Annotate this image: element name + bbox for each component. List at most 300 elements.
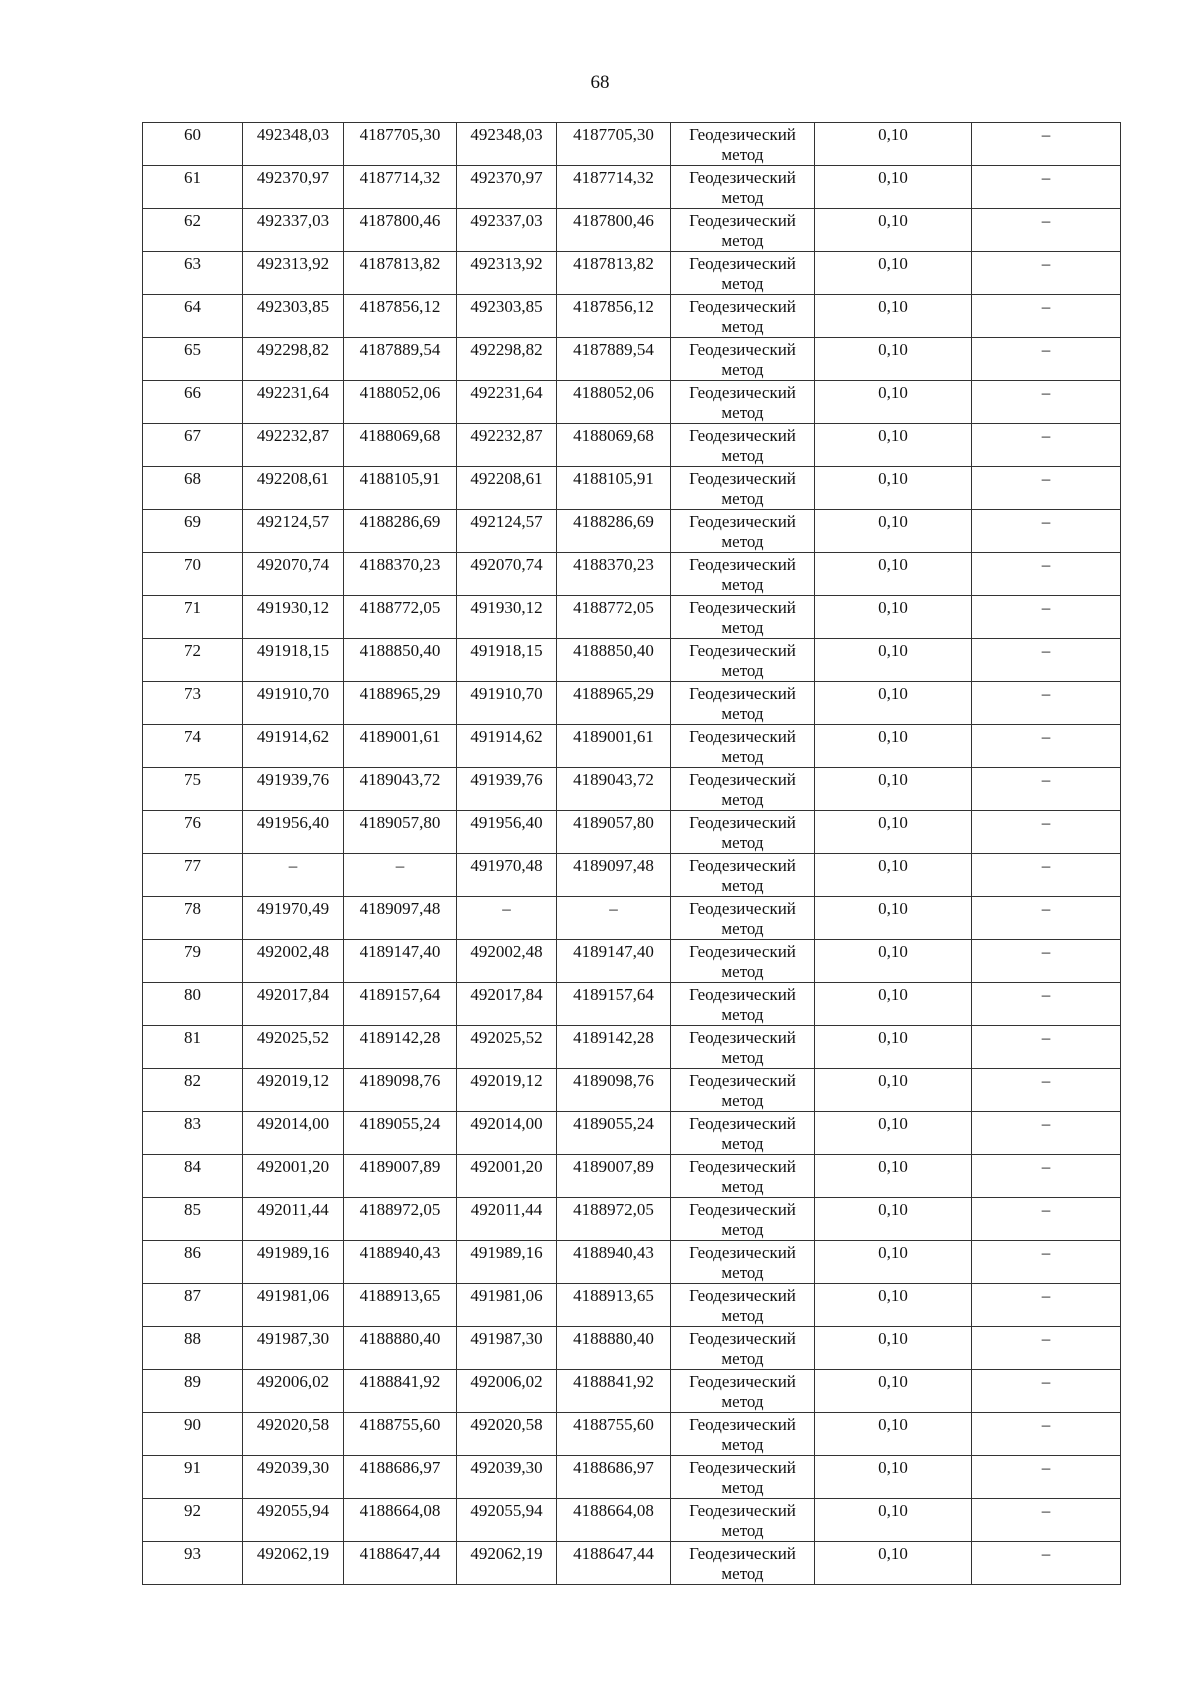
- x-existing-cell: 491918,15: [243, 639, 344, 682]
- description-cell: –: [972, 1327, 1121, 1370]
- method-cell: Геодезический метод: [671, 940, 815, 983]
- point-number-cell: 61: [143, 166, 243, 209]
- y-existing-cell: 4187714,32: [344, 166, 457, 209]
- x-new-cell: 491918,15: [457, 639, 557, 682]
- table-row: [143, 424, 1121, 467]
- y-existing-cell: 4188880,40: [344, 1327, 457, 1370]
- accuracy-cell: 0,10: [815, 1198, 972, 1241]
- accuracy-cell: 0,10: [815, 1026, 972, 1069]
- y-existing-cell: 4187889,54: [344, 338, 457, 381]
- table-row: [143, 1241, 1121, 1284]
- x-existing-cell: 492062,19: [243, 1542, 344, 1585]
- point-number-cell: 93: [143, 1542, 243, 1585]
- point-number-cell: 84: [143, 1155, 243, 1198]
- point-number-cell: 63: [143, 252, 243, 295]
- y-existing-cell: 4188772,05: [344, 596, 457, 639]
- method-cell: Геодезический метод: [671, 467, 815, 510]
- coordinates-table: [142, 122, 1121, 1585]
- x-existing-cell: 491910,70: [243, 682, 344, 725]
- description-cell: –: [972, 1499, 1121, 1542]
- description-cell: –: [972, 983, 1121, 1026]
- y-existing-cell: 4187856,12: [344, 295, 457, 338]
- accuracy-cell: 0,10: [815, 1069, 972, 1112]
- accuracy-cell: 0,10: [815, 1327, 972, 1370]
- method-cell: Геодезический метод: [671, 1284, 815, 1327]
- y-existing-cell: 4188105,91: [344, 467, 457, 510]
- x-new-cell: 492025,52: [457, 1026, 557, 1069]
- y-new-cell: 4188105,91: [557, 467, 671, 510]
- method-cell: Геодезический метод: [671, 510, 815, 553]
- y-existing-cell: –: [344, 854, 457, 897]
- table-row: [143, 768, 1121, 811]
- x-existing-cell: 492208,61: [243, 467, 344, 510]
- y-existing-cell: 4188052,06: [344, 381, 457, 424]
- method-cell: Геодезический метод: [671, 1370, 815, 1413]
- accuracy-cell: 0,10: [815, 1413, 972, 1456]
- x-new-cell: 492011,44: [457, 1198, 557, 1241]
- method-cell: Геодезический метод: [671, 1327, 815, 1370]
- table-row: [143, 1542, 1121, 1585]
- table-row: [143, 983, 1121, 1026]
- point-number-cell: 78: [143, 897, 243, 940]
- description-cell: –: [972, 811, 1121, 854]
- y-new-cell: 4188940,43: [557, 1241, 671, 1284]
- y-existing-cell: 4189142,28: [344, 1026, 457, 1069]
- point-number-cell: 85: [143, 1198, 243, 1241]
- x-new-cell: 492303,85: [457, 295, 557, 338]
- x-new-cell: 492298,82: [457, 338, 557, 381]
- accuracy-cell: 0,10: [815, 252, 972, 295]
- y-existing-cell: 4189043,72: [344, 768, 457, 811]
- x-existing-cell: 492020,58: [243, 1413, 344, 1456]
- description-cell: –: [972, 209, 1121, 252]
- accuracy-cell: 0,10: [815, 768, 972, 811]
- accuracy-cell: 0,10: [815, 467, 972, 510]
- x-existing-cell: 491930,12: [243, 596, 344, 639]
- y-existing-cell: 4189001,61: [344, 725, 457, 768]
- x-existing-cell: 491970,49: [243, 897, 344, 940]
- x-existing-cell: 492025,52: [243, 1026, 344, 1069]
- point-number-cell: 77: [143, 854, 243, 897]
- y-new-cell: 4188880,40: [557, 1327, 671, 1370]
- accuracy-cell: 0,10: [815, 1284, 972, 1327]
- method-cell: Геодезический метод: [671, 1155, 815, 1198]
- x-new-cell: 491981,06: [457, 1284, 557, 1327]
- accuracy-cell: 0,10: [815, 1241, 972, 1284]
- point-number-cell: 89: [143, 1370, 243, 1413]
- table-row: [143, 1327, 1121, 1370]
- point-number-cell: 87: [143, 1284, 243, 1327]
- accuracy-cell: 0,10: [815, 596, 972, 639]
- x-new-cell: 491970,48: [457, 854, 557, 897]
- y-existing-cell: 4187705,30: [344, 123, 457, 166]
- y-existing-cell: 4188972,05: [344, 1198, 457, 1241]
- table-row: [143, 1198, 1121, 1241]
- table-row: [143, 897, 1121, 940]
- description-cell: –: [972, 725, 1121, 768]
- accuracy-cell: 0,10: [815, 940, 972, 983]
- y-new-cell: 4189098,76: [557, 1069, 671, 1112]
- method-cell: Геодезический метод: [671, 1456, 815, 1499]
- description-cell: –: [972, 1198, 1121, 1241]
- accuracy-cell: 0,10: [815, 897, 972, 940]
- point-number-cell: 66: [143, 381, 243, 424]
- method-cell: Геодезический метод: [671, 209, 815, 252]
- y-existing-cell: 4188686,97: [344, 1456, 457, 1499]
- accuracy-cell: 0,10: [815, 166, 972, 209]
- y-new-cell: 4189097,48: [557, 854, 671, 897]
- x-existing-cell: 491956,40: [243, 811, 344, 854]
- accuracy-cell: 0,10: [815, 424, 972, 467]
- table-row: [143, 123, 1121, 166]
- description-cell: –: [972, 1026, 1121, 1069]
- accuracy-cell: 0,10: [815, 1155, 972, 1198]
- accuracy-cell: 0,10: [815, 295, 972, 338]
- method-cell: Геодезический метод: [671, 596, 815, 639]
- x-existing-cell: 492298,82: [243, 338, 344, 381]
- x-existing-cell: 492070,74: [243, 553, 344, 596]
- x-new-cell: 491930,12: [457, 596, 557, 639]
- table-row: [143, 1069, 1121, 1112]
- x-new-cell: 491989,16: [457, 1241, 557, 1284]
- point-number-cell: 86: [143, 1241, 243, 1284]
- description-cell: –: [972, 897, 1121, 940]
- method-cell: Геодезический метод: [671, 639, 815, 682]
- point-number-cell: 67: [143, 424, 243, 467]
- y-existing-cell: 4189007,89: [344, 1155, 457, 1198]
- method-cell: Геодезический метод: [671, 768, 815, 811]
- table-row: [143, 725, 1121, 768]
- y-existing-cell: 4188913,65: [344, 1284, 457, 1327]
- x-existing-cell: 491989,16: [243, 1241, 344, 1284]
- y-new-cell: 4188841,92: [557, 1370, 671, 1413]
- y-new-cell: 4189147,40: [557, 940, 671, 983]
- method-cell: Геодезический метод: [671, 983, 815, 1026]
- y-new-cell: 4188370,23: [557, 553, 671, 596]
- point-number-cell: 69: [143, 510, 243, 553]
- description-cell: –: [972, 1069, 1121, 1112]
- accuracy-cell: 0,10: [815, 510, 972, 553]
- description-cell: –: [972, 123, 1121, 166]
- table-row: [143, 1284, 1121, 1327]
- accuracy-cell: 0,10: [815, 209, 972, 252]
- y-new-cell: 4188286,69: [557, 510, 671, 553]
- accuracy-cell: 0,10: [815, 682, 972, 725]
- y-new-cell: 4189055,24: [557, 1112, 671, 1155]
- x-existing-cell: 492039,30: [243, 1456, 344, 1499]
- table-row: [143, 682, 1121, 725]
- accuracy-cell: 0,10: [815, 639, 972, 682]
- x-existing-cell: 492124,57: [243, 510, 344, 553]
- description-cell: –: [972, 553, 1121, 596]
- y-new-cell: 4188972,05: [557, 1198, 671, 1241]
- y-new-cell: 4189001,61: [557, 725, 671, 768]
- description-cell: –: [972, 252, 1121, 295]
- y-existing-cell: 4188069,68: [344, 424, 457, 467]
- table-row: [143, 510, 1121, 553]
- y-existing-cell: 4188664,08: [344, 1499, 457, 1542]
- method-cell: Геодезический метод: [671, 1413, 815, 1456]
- table-row: [143, 1456, 1121, 1499]
- description-cell: –: [972, 295, 1121, 338]
- table-row: [143, 1155, 1121, 1198]
- x-new-cell: 492232,87: [457, 424, 557, 467]
- y-existing-cell: 4189057,80: [344, 811, 457, 854]
- description-cell: –: [972, 381, 1121, 424]
- x-existing-cell: 491987,30: [243, 1327, 344, 1370]
- y-new-cell: 4187856,12: [557, 295, 671, 338]
- point-number-cell: 83: [143, 1112, 243, 1155]
- point-number-cell: 64: [143, 295, 243, 338]
- table-row: [143, 596, 1121, 639]
- method-cell: Геодезический метод: [671, 682, 815, 725]
- point-number-cell: 72: [143, 639, 243, 682]
- description-cell: –: [972, 1241, 1121, 1284]
- table-row: [143, 1026, 1121, 1069]
- x-existing-cell: 492370,97: [243, 166, 344, 209]
- x-new-cell: 492313,92: [457, 252, 557, 295]
- x-new-cell: 491987,30: [457, 1327, 557, 1370]
- x-new-cell: 492231,64: [457, 381, 557, 424]
- y-new-cell: 4188664,08: [557, 1499, 671, 1542]
- method-cell: Геодезический метод: [671, 1026, 815, 1069]
- accuracy-cell: 0,10: [815, 338, 972, 381]
- table-row: [143, 295, 1121, 338]
- x-existing-cell: 492055,94: [243, 1499, 344, 1542]
- x-new-cell: 491910,70: [457, 682, 557, 725]
- x-new-cell: 492020,58: [457, 1413, 557, 1456]
- description-cell: –: [972, 424, 1121, 467]
- description-cell: –: [972, 1284, 1121, 1327]
- x-new-cell: 492001,20: [457, 1155, 557, 1198]
- description-cell: –: [972, 338, 1121, 381]
- description-cell: –: [972, 854, 1121, 897]
- x-new-cell: 492070,74: [457, 553, 557, 596]
- y-new-cell: 4188069,68: [557, 424, 671, 467]
- y-existing-cell: 4187800,46: [344, 209, 457, 252]
- table-row: [143, 209, 1121, 252]
- x-existing-cell: 491939,76: [243, 768, 344, 811]
- x-existing-cell: 492001,20: [243, 1155, 344, 1198]
- y-new-cell: 4189043,72: [557, 768, 671, 811]
- description-cell: –: [972, 1456, 1121, 1499]
- table-row: [143, 467, 1121, 510]
- method-cell: Геодезический метод: [671, 381, 815, 424]
- accuracy-cell: 0,10: [815, 811, 972, 854]
- y-existing-cell: 4189147,40: [344, 940, 457, 983]
- method-cell: Геодезический метод: [671, 1241, 815, 1284]
- accuracy-cell: 0,10: [815, 854, 972, 897]
- description-cell: –: [972, 1413, 1121, 1456]
- x-existing-cell: 491981,06: [243, 1284, 344, 1327]
- description-cell: –: [972, 1112, 1121, 1155]
- method-cell: Геодезический метод: [671, 1542, 815, 1585]
- accuracy-cell: 0,10: [815, 553, 972, 596]
- y-new-cell: 4187800,46: [557, 209, 671, 252]
- table-row: [143, 252, 1121, 295]
- y-existing-cell: 4188940,43: [344, 1241, 457, 1284]
- y-existing-cell: 4188755,60: [344, 1413, 457, 1456]
- x-new-cell: 492337,03: [457, 209, 557, 252]
- description-cell: –: [972, 940, 1121, 983]
- point-number-cell: 74: [143, 725, 243, 768]
- description-cell: –: [972, 1155, 1121, 1198]
- y-new-cell: 4187813,82: [557, 252, 671, 295]
- y-new-cell: 4189157,64: [557, 983, 671, 1026]
- y-new-cell: 4188755,60: [557, 1413, 671, 1456]
- x-existing-cell: 492231,64: [243, 381, 344, 424]
- accuracy-cell: 0,10: [815, 1499, 972, 1542]
- description-cell: –: [972, 166, 1121, 209]
- accuracy-cell: 0,10: [815, 1456, 972, 1499]
- description-cell: –: [972, 682, 1121, 725]
- x-new-cell: 492006,02: [457, 1370, 557, 1413]
- table-row: [143, 811, 1121, 854]
- point-number-cell: 82: [143, 1069, 243, 1112]
- method-cell: Геодезический метод: [671, 897, 815, 940]
- x-new-cell: 492124,57: [457, 510, 557, 553]
- x-existing-cell: 492002,48: [243, 940, 344, 983]
- description-cell: –: [972, 768, 1121, 811]
- point-number-cell: 76: [143, 811, 243, 854]
- page-number: 68: [590, 72, 610, 93]
- method-cell: Геодезический метод: [671, 424, 815, 467]
- x-new-cell: 492039,30: [457, 1456, 557, 1499]
- y-existing-cell: 4189098,76: [344, 1069, 457, 1112]
- description-cell: –: [972, 467, 1121, 510]
- y-existing-cell: 4188370,23: [344, 553, 457, 596]
- table-row: [143, 166, 1121, 209]
- method-cell: Геодезический метод: [671, 811, 815, 854]
- table-row: [143, 1499, 1121, 1542]
- y-new-cell: 4188850,40: [557, 639, 671, 682]
- x-new-cell: 492017,84: [457, 983, 557, 1026]
- y-existing-cell: 4188965,29: [344, 682, 457, 725]
- y-existing-cell: 4188841,92: [344, 1370, 457, 1413]
- description-cell: –: [972, 639, 1121, 682]
- table-row: [143, 1112, 1121, 1155]
- y-new-cell: –: [557, 897, 671, 940]
- y-new-cell: 4188052,06: [557, 381, 671, 424]
- y-new-cell: 4188913,65: [557, 1284, 671, 1327]
- y-new-cell: 4188965,29: [557, 682, 671, 725]
- x-new-cell: 491956,40: [457, 811, 557, 854]
- table-row: [143, 1370, 1121, 1413]
- x-new-cell: 492002,48: [457, 940, 557, 983]
- table-row: [143, 854, 1121, 897]
- table-row: [143, 639, 1121, 682]
- x-existing-cell: 492313,92: [243, 252, 344, 295]
- y-new-cell: 4189142,28: [557, 1026, 671, 1069]
- point-number-cell: 73: [143, 682, 243, 725]
- x-new-cell: 492370,97: [457, 166, 557, 209]
- table-row: [143, 940, 1121, 983]
- x-new-cell: 492019,12: [457, 1069, 557, 1112]
- method-cell: Геодезический метод: [671, 295, 815, 338]
- x-existing-cell: –: [243, 854, 344, 897]
- y-new-cell: 4187889,54: [557, 338, 671, 381]
- point-number-cell: 62: [143, 209, 243, 252]
- description-cell: –: [972, 596, 1121, 639]
- point-number-cell: 65: [143, 338, 243, 381]
- point-number-cell: 92: [143, 1499, 243, 1542]
- method-cell: Геодезический метод: [671, 1112, 815, 1155]
- x-existing-cell: 492348,03: [243, 123, 344, 166]
- x-new-cell: –: [457, 897, 557, 940]
- point-number-cell: 71: [143, 596, 243, 639]
- accuracy-cell: 0,10: [815, 1542, 972, 1585]
- accuracy-cell: 0,10: [815, 725, 972, 768]
- y-new-cell: 4187714,32: [557, 166, 671, 209]
- point-number-cell: 70: [143, 553, 243, 596]
- method-cell: Геодезический метод: [671, 725, 815, 768]
- point-number-cell: 79: [143, 940, 243, 983]
- x-existing-cell: 492011,44: [243, 1198, 344, 1241]
- y-new-cell: 4188647,44: [557, 1542, 671, 1585]
- x-new-cell: 492014,00: [457, 1112, 557, 1155]
- point-number-cell: 60: [143, 123, 243, 166]
- y-existing-cell: 4188647,44: [344, 1542, 457, 1585]
- x-existing-cell: 492017,84: [243, 983, 344, 1026]
- point-number-cell: 68: [143, 467, 243, 510]
- x-existing-cell: 492232,87: [243, 424, 344, 467]
- method-cell: Геодезический метод: [671, 166, 815, 209]
- method-cell: Геодезический метод: [671, 854, 815, 897]
- y-existing-cell: 4187813,82: [344, 252, 457, 295]
- x-existing-cell: 492337,03: [243, 209, 344, 252]
- accuracy-cell: 0,10: [815, 381, 972, 424]
- y-existing-cell: 4189157,64: [344, 983, 457, 1026]
- x-existing-cell: 492303,85: [243, 295, 344, 338]
- y-new-cell: 4188686,97: [557, 1456, 671, 1499]
- method-cell: Геодезический метод: [671, 252, 815, 295]
- description-cell: –: [972, 1542, 1121, 1585]
- y-existing-cell: 4189097,48: [344, 897, 457, 940]
- x-new-cell: 492055,94: [457, 1499, 557, 1542]
- table-row: [143, 1413, 1121, 1456]
- x-existing-cell: 492019,12: [243, 1069, 344, 1112]
- point-number-cell: 88: [143, 1327, 243, 1370]
- y-new-cell: 4189007,89: [557, 1155, 671, 1198]
- x-new-cell: 492348,03: [457, 123, 557, 166]
- accuracy-cell: 0,10: [815, 123, 972, 166]
- description-cell: –: [972, 1370, 1121, 1413]
- accuracy-cell: 0,10: [815, 983, 972, 1026]
- point-number-cell: 91: [143, 1456, 243, 1499]
- x-existing-cell: 492014,00: [243, 1112, 344, 1155]
- table-row: [143, 338, 1121, 381]
- point-number-cell: 90: [143, 1413, 243, 1456]
- table-body: [143, 123, 1121, 1585]
- method-cell: Геодезический метод: [671, 1499, 815, 1542]
- method-cell: Геодезический метод: [671, 123, 815, 166]
- y-existing-cell: 4188850,40: [344, 639, 457, 682]
- x-existing-cell: 491914,62: [243, 725, 344, 768]
- table-row: [143, 381, 1121, 424]
- point-number-cell: 75: [143, 768, 243, 811]
- accuracy-cell: 0,10: [815, 1112, 972, 1155]
- description-cell: –: [972, 510, 1121, 553]
- table-row: [143, 553, 1121, 596]
- method-cell: Геодезический метод: [671, 338, 815, 381]
- x-new-cell: 491939,76: [457, 768, 557, 811]
- y-existing-cell: 4188286,69: [344, 510, 457, 553]
- x-new-cell: 492208,61: [457, 467, 557, 510]
- y-new-cell: 4187705,30: [557, 123, 671, 166]
- y-new-cell: 4188772,05: [557, 596, 671, 639]
- x-new-cell: 491914,62: [457, 725, 557, 768]
- point-number-cell: 80: [143, 983, 243, 1026]
